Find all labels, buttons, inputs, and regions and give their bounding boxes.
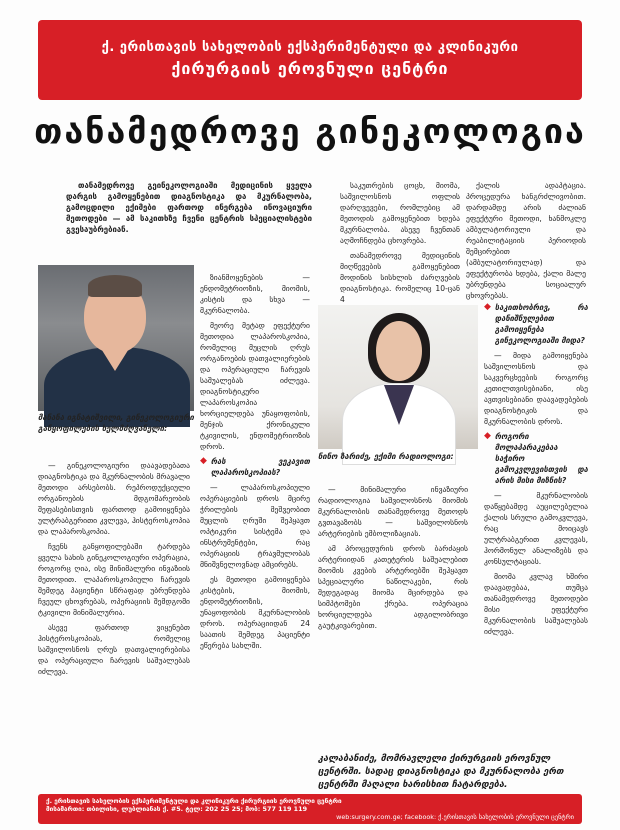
paragraph: — გინეკოლოგიური დაავადებათა დიაგნოსტიკა და მკურნალობის მრავალი მეთოდი არსებობს. რეპროდუქციული ორგანოების მდგომარეობის შეფასებისთვის ფართოდ გამოიყენება ულტრაბგერითი კვლევა, ჰისტეროსკოპია და ლაპაროსკოპია. bbox=[38, 461, 190, 536]
lead-text: თანამედროვე გეინეკოლოგიაში მედიცინის ყველა დარგის გამოყენებით დიაგნოსტიკა და მკურნალობა, გამოცდილი ექიმები ფართოდ ინერგება ინოვაციური მეთოდები — ამ საკითხზე ჩვენი ცენტრის სპეციალისტები გვესაუბრებიან. bbox=[66, 181, 312, 234]
paragraph: ეს მეთოდი გამოიყენება კისტების, მიომის, ენდომეტრიოზის, უნაყოფობის მკურნალობის დროს. ოპერაციიდან 24 საათის შემდეგ პაციენტი ეწერება სახლში. bbox=[200, 575, 310, 650]
paragraph: ამ პროცედურის დროს ბარძაყის არტერიიდან კათეტერის საშუალებით მიომის კვების არტერიებში შეჰყავთ სპეციალური ნაწილაკები, რის შედეგადაც მიომა მცირდება და სიმპტომები ქრება. ოპერაცია ხორციელდება ადგილობრივი გაუტკივარებით. bbox=[318, 544, 468, 630]
question-text: როგორი მოლაპარაკებაა საჭირო გამოკვლევისთვის და არის მისი მიზნის? bbox=[494, 432, 588, 485]
footer-line-1: ქ. ერისთავის სახელობის ექსპერიმენტული და კლინიკური ქირურგიის ეროვნული ცენტრი bbox=[46, 797, 342, 805]
paragraph: ზიანმოყენების — ენდომეტრიოზის, მიომის, კისტის და სხვა — მკურნალობა. bbox=[200, 273, 310, 315]
interview-question-3 bbox=[484, 431, 588, 486]
portrait-photo-radiologist bbox=[318, 305, 478, 449]
paragraph: — ლაპაროსკოპიული ოპერაციების დროს მცირე ჭრილების მეშვეობით მუცლის ღრუში შეჰყავთ ოპტიკური სისტემა და ინსტრუმენტები, რაც ოპერაციის ტრავმულობას მნიშვნელოვნად ამცირებს. bbox=[200, 483, 310, 569]
lead-paragraph bbox=[66, 180, 312, 262]
paragraph: თანამედროვე მედიცინის მიღწევების გამოყენებით მოდინის სისხლის ძარღვების დიაგნოსტიკა. რომელიც 10-ცან 4 bbox=[340, 251, 460, 304]
article-headline: თანამედროვე გინეკოლოგია bbox=[34, 112, 586, 152]
column-middle bbox=[200, 272, 310, 762]
header-banner bbox=[38, 20, 582, 100]
portrait-photo-gynecologist bbox=[38, 265, 194, 411]
header-line-1: ქ. ერისთავის სახელობის ექსპერიმენტული და კლინიკური bbox=[101, 40, 519, 56]
column-top-right bbox=[466, 180, 586, 300]
footer-banner bbox=[38, 794, 582, 824]
paragraph: საკუთრების ცოცხ, მიომა, საშვილოსნოს ოფლის დარღვევები, რომლებიც ამ მეთოდის გამოყენებით ხდება მკურნალობა. ასევე ჩვენთან აღმოჩნდება ცხოვრება. bbox=[340, 181, 460, 245]
header-line-2: ქირურგიის ეროვნული ცენტრი bbox=[171, 59, 449, 79]
footer-contacts: web:surgery.com.ge; facebook: ქ.ერისთავის სახელობის ეროვნული ცენტრი bbox=[336, 813, 574, 821]
paragraph: ქალის ადაპტაცია. პროცედურა ხანგრძლივობით. დარდამდე არის ძალიან ეფექტური მეთოდი, ხანმოკლე ამბულატორიული და რეაბილიტაციის პერიოდის შემცირებით (ამბულატორიულად) და ეფექტურობა ხდება, ქალი მალე უბრუნდება სოციალურ ცხოვრებას. bbox=[466, 181, 586, 300]
column-top-middle bbox=[340, 180, 460, 304]
interview-question-1 bbox=[200, 456, 310, 478]
paragraph: მეორე მეტად ეფექტური მეთოდია ლაპაროსკოპია, რომელიც მუცლის ღრუს ორგანოების დათვალიერების და ოპერაციული ჩარევის საშუალებას იძლევა. დიაგნოსტიკური ლაპაროსკოპია ხორციელდება უნაყოფობის, მენჯის ქრონიკული ტკივილის, ენდომეტრიოზის დროს. bbox=[200, 321, 310, 451]
column-right-lower bbox=[484, 300, 588, 750]
interview-question-2 bbox=[484, 302, 588, 346]
question-text: რას ვეკავით ლაპაროსკოპიას? bbox=[210, 457, 310, 477]
paragraph: — მინიმალური ინვაზიური რადიოლოგია საშვილოსნოს მიომის მკურნალობის თანამედროვე მეთოდს გვთავაზობს — საშვილოსნოს არტერიების ემბოლიზაციას. bbox=[318, 485, 468, 538]
paragraph: — მიდა გამოიყენება საშვილოსნოს და საკვერცხეების როგორც კეთილთვისებიანი, ისე ავთვისებიანი დაავადებების დიაგნოსტიკის და მკურნალობის დროს. bbox=[484, 351, 588, 426]
paragraph: ასევე ფართოდ ვიყენებთ ჰისტეროსკოპიას, რომელიც საშვილოსნოს ღრუს დათვალიერებისა და ოპერაციული ჩარევის საშუალებას იძლევა. bbox=[38, 623, 190, 676]
question-marker-icon: ◆ bbox=[484, 431, 491, 441]
footer-line-2: მისამართი: თბილისი, ლუბლიანას ქ. #5. ტელ: 202 25 25; მობ: 577 119 119 bbox=[46, 805, 308, 813]
column-bottom-left bbox=[38, 460, 190, 774]
paragraph: ჩვენს განყოფილებაში ტარდება ყველა სახის გინეკოლოგიური ოპერაცია, როგორც ღია, ისე მინიმალური ინვაზიის მეთოდით. ლაპაროსკოპიული ჩარევის შემდეგ პაციენტი სწრაფად უბრუნდება ჩვეულ ცხოვრებას, ოპერაციის შემდგომი ტკივილი მინიმალურია. bbox=[38, 542, 190, 617]
column-center-lower bbox=[318, 484, 468, 750]
photo-caption-2: ნინო ზარიძე, ექიმი რადიოლოგი: bbox=[318, 452, 454, 461]
photo-caption-1: მანანა იგნატიშვილი, გინეკოლოგიური განყოფილების ხელმძღვანელი: bbox=[38, 413, 195, 433]
paragraph: — მკურნალობის დაწყებამდე აუცილებელია ქალის სრული გამოკვლევა, რაც მოიცავს ულტრაბგერით კვლევას, ჰორმონულ ანალიზებს და კონსულტაციას. bbox=[484, 491, 588, 566]
question-marker-icon: ◆ bbox=[484, 302, 491, 312]
paragraph: მიომა კვლავ ხშირი დაავადებაა, თუმცა თანამედროვე მეთოდები მისი ეფექტური მკურნალობის საშუალებას იძლევა. bbox=[484, 572, 588, 636]
question-marker-icon: ◆ bbox=[200, 456, 207, 466]
closing-statement: კალაბანიძე, მომრავლელი ქირურგიის ეროვნულ ცენტრში. სადაც დიაგნოსტიკა და მკურნალობა ერთ ცენტრში მაღალი ხარისხით ჩატარდება. bbox=[318, 753, 564, 790]
question-text: საკითხობრივ, რა დანიშნულებით გამოიყენება გინეკოლოგიაში მიდა? bbox=[494, 303, 588, 345]
